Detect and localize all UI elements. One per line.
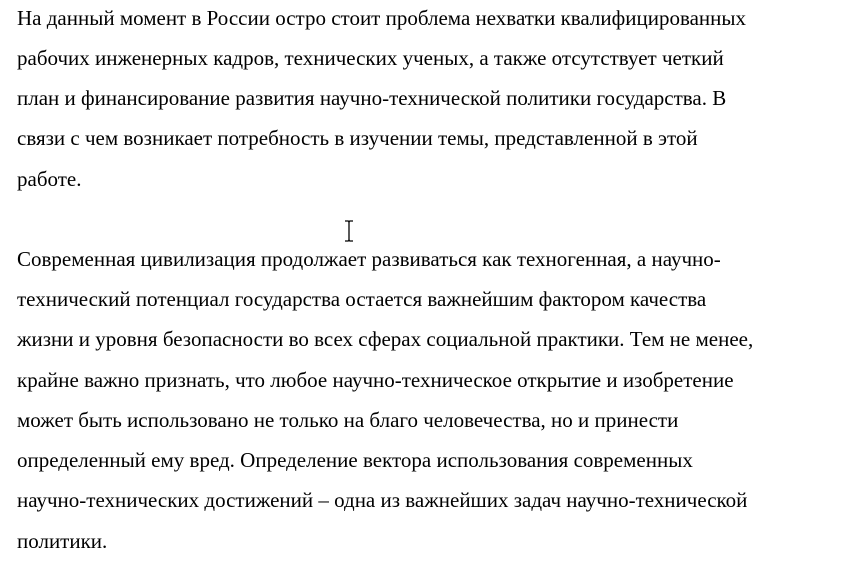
text-cursor-icon bbox=[342, 220, 356, 242]
paragraph-2-line-8: политики. bbox=[17, 529, 108, 553]
paragraph-2-line-7: научно-технических достижений – одна из важнейших задач научно-технической bbox=[17, 488, 748, 512]
paragraph-1-line-5: работе. bbox=[17, 167, 82, 191]
paragraph-2-line-4: крайне важно признать, что любое научно-техническое открытие и изобретение bbox=[17, 368, 734, 392]
paragraph-1-line-4: связи с чем возникает потребность в изучении темы, представленной в этой bbox=[17, 126, 698, 150]
paragraph-2-line-5: может быть использовано не только на благо человечества, но и принести bbox=[17, 408, 679, 432]
paragraph-2-line-2: технический потенциал государства остается важнейшим фактором качества bbox=[17, 287, 707, 311]
paragraph-2-line-6: определенный ему вред. Определение вектора использования современных bbox=[17, 448, 693, 472]
paragraph-1-line-2: рабочих инженерных кадров, технических ученых, а также отсутствует четкий bbox=[17, 46, 724, 70]
paragraph-2-line-3: жизни и уровня безопасности во всех сферах социальной практики. Тем не менее, bbox=[17, 327, 754, 351]
paragraph-1-line-3: план и финансирование развития научно-технической политики государства. В bbox=[17, 86, 727, 110]
paragraph-1-line-1: На данный момент в России остро стоит проблема нехватки квалифицированных bbox=[17, 6, 747, 30]
paragraph-2-line-1: Современная цивилизация продолжает развиваться как техногенная, а научно- bbox=[17, 247, 721, 271]
